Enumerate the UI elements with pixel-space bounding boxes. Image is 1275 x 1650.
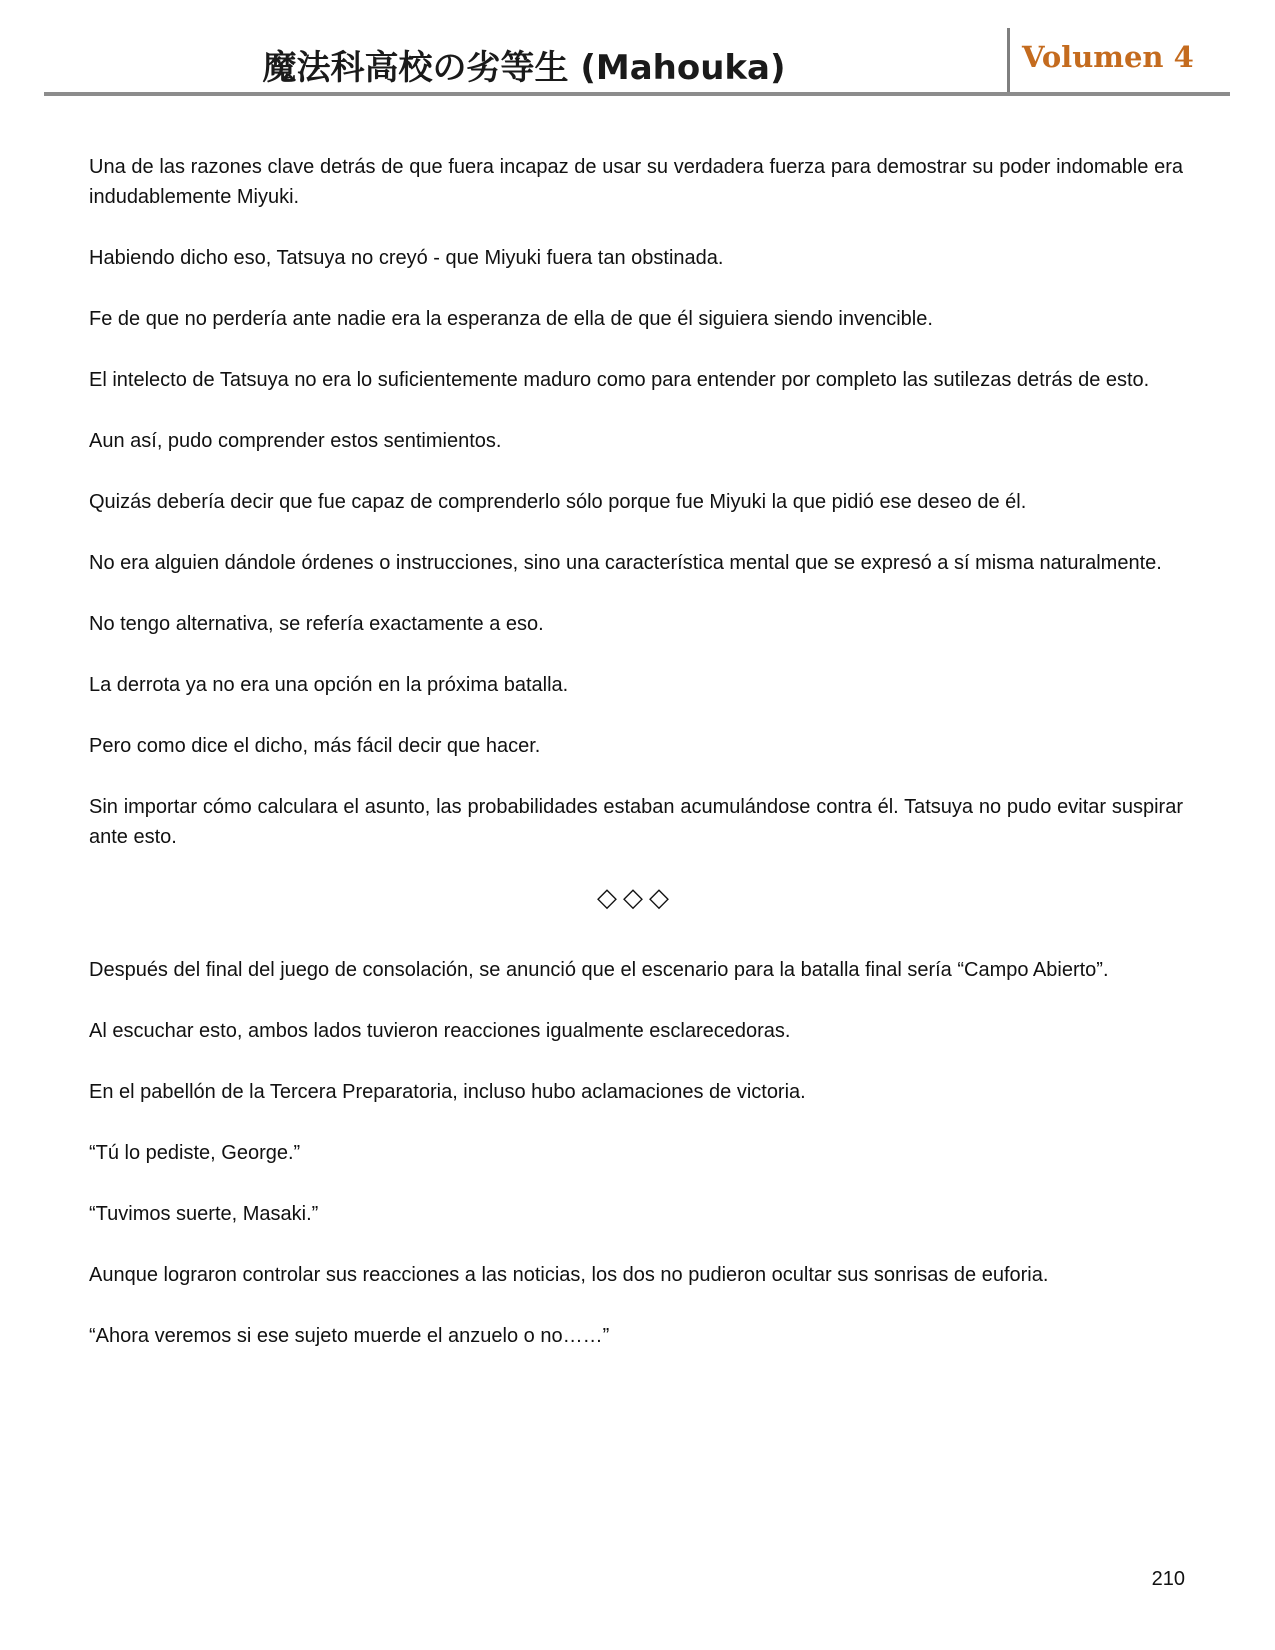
paragraph: Aun así, pudo comprender estos sentimientos. [89, 430, 502, 452]
page-header [44, 26, 1230, 96]
header-title: 魔法科高校の劣等生 (Mahouka) [262, 48, 786, 88]
paragraph: Sin importar cómo calculara el asunto, las probabilidades estaban acumulándose contra él. Tatsuya no pudo evitar suspirar ante esto. [89, 796, 1183, 848]
paragraph: Pero como dice el dicho, más fácil decir que hacer. [89, 735, 541, 757]
header-rule [44, 92, 1230, 96]
paragraph: Al escuchar esto, ambos lados tuvieron reacciones igualmente esclarecedoras. [89, 1020, 791, 1042]
body-text [89, 152, 1183, 1382]
paragraph: Aunque lograron controlar sus reacciones a las noticias, los dos no pudieron ocultar sus sonrisas de euforia. [89, 1264, 1049, 1286]
header-divider [1007, 28, 1010, 92]
page-number: 210 [1151, 1568, 1185, 1590]
paragraph: Después del final del juego de consolación, se anunció que el escenario para la batalla final sería “Campo Abierto”. [89, 959, 1109, 981]
header-volume: Volumen 4 [1022, 40, 1194, 74]
paragraph: Habiendo dicho eso, Tatsuya no creyó - que Miyuki fuera tan obstinada. [89, 247, 724, 269]
paragraph: El intelecto de Tatsuya no era lo suficientemente maduro como para entender por completo las sutilezas detrás de esto. [89, 369, 1150, 391]
paragraph: La derrota ya no era una opción en la próxima batalla. [89, 674, 569, 696]
paragraph: No tengo alternativa, se refería exactamente a eso. [89, 613, 544, 635]
paragraph: Fe de que no perdería ante nadie era la esperanza de ella de que él siguiera siendo invencible. [89, 308, 933, 330]
scene-separator: ◇◇◇ [597, 883, 675, 913]
paragraph: “Tú lo pediste, George.” [89, 1142, 301, 1164]
paragraph: Quizás debería decir que fue capaz de comprenderlo sólo porque fue Miyuki la que pidió ese deseo de él. [89, 491, 1027, 513]
paragraph: “Ahora veremos si ese sujeto muerde el anzuelo o no……” [89, 1325, 610, 1347]
paragraph: En el pabellón de la Tercera Preparatoria, incluso hubo aclamaciones de victoria. [89, 1081, 806, 1103]
paragraph: No era alguien dándole órdenes o instrucciones, sino una característica mental que se expresó a sí misma naturalmente. [89, 552, 1162, 574]
paragraph: “Tuvimos suerte, Masaki.” [89, 1203, 319, 1225]
paragraph: Una de las razones clave detrás de que fuera incapaz de usar su verdadera fuerza para demostrar su poder indomable era indudablemente Miyuki. [89, 156, 1183, 208]
